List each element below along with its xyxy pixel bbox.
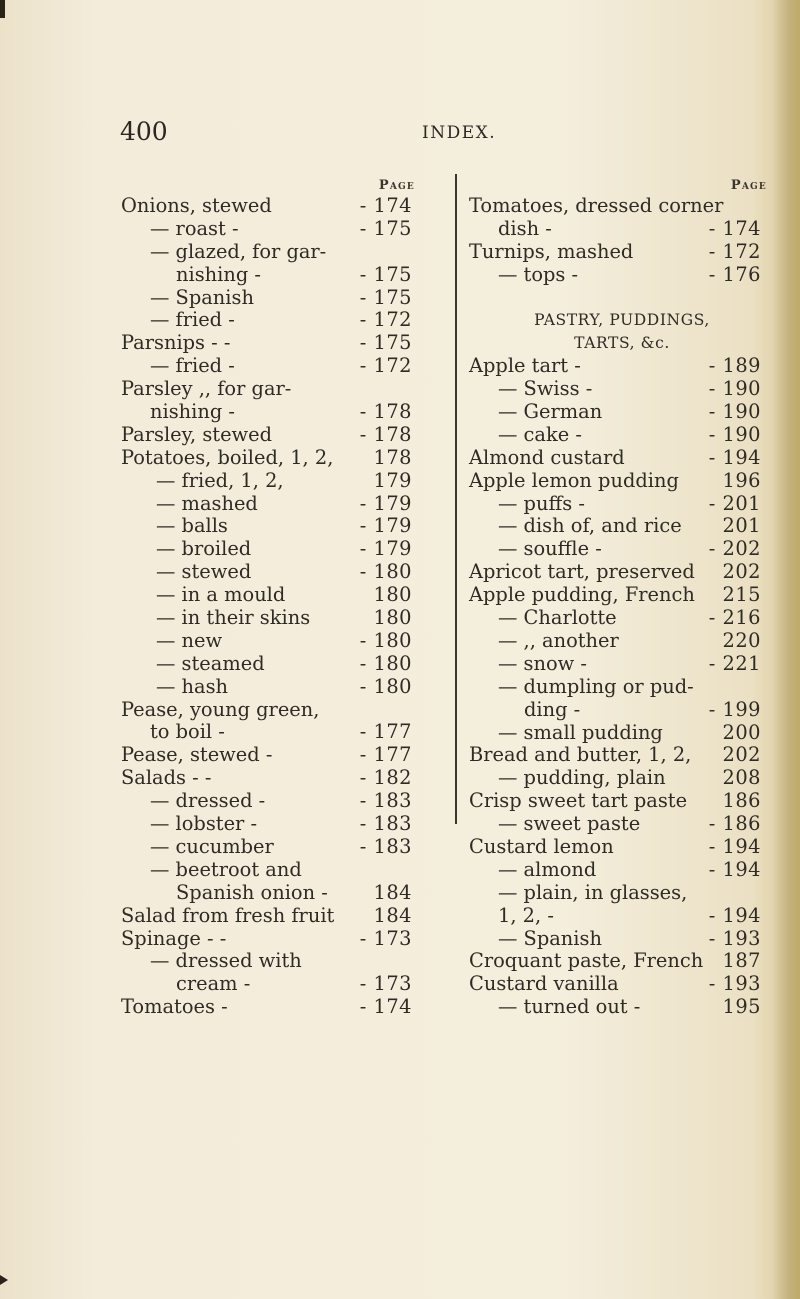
section-heading bbox=[469, 332, 775, 355]
entry-page-number: - 175 bbox=[359, 331, 412, 355]
index-entry bbox=[121, 676, 421, 699]
entry-page-number: - 173 bbox=[359, 926, 412, 950]
entry-text: — Spanish bbox=[498, 926, 602, 950]
entry-page-number: - 174 bbox=[359, 194, 412, 217]
entry-text: — hash bbox=[156, 674, 229, 698]
entry-text: — turned out - bbox=[498, 995, 641, 1019]
entry-page-number: - 186 bbox=[708, 812, 761, 836]
entry-text: — almond bbox=[498, 857, 597, 881]
entry-text: — plain, in glasses, bbox=[498, 880, 688, 904]
entry-page-number: 215 bbox=[722, 583, 761, 607]
index-entry bbox=[121, 561, 421, 584]
entry-page-number: 187 bbox=[722, 949, 761, 973]
entry-page-number: - 194 bbox=[708, 445, 761, 469]
entry-page-number: 184 bbox=[373, 880, 412, 904]
index-entry bbox=[469, 767, 775, 790]
entry-page-number: - 190 bbox=[708, 400, 761, 424]
entry-page-number: - 179 bbox=[359, 537, 412, 561]
index-column-right bbox=[469, 176, 775, 1019]
index-entry bbox=[469, 882, 775, 905]
entry-page-number: - 180 bbox=[359, 560, 412, 584]
entry-page-number: 202 bbox=[722, 743, 761, 767]
index-entry bbox=[469, 905, 775, 928]
entry-text: Tomatoes, dressed corner bbox=[469, 194, 724, 217]
entry-text: Spinage - - bbox=[121, 926, 227, 950]
entry-page-number: - 199 bbox=[708, 697, 761, 721]
entry-page-number: 208 bbox=[722, 766, 761, 790]
page-edge-shadow bbox=[772, 0, 800, 1299]
entry-page-number: - 189 bbox=[708, 354, 761, 378]
entry-page-number: - 179 bbox=[359, 514, 412, 538]
index-entry bbox=[121, 493, 421, 516]
entry-text: — pudding, plain bbox=[498, 766, 666, 790]
entry-text: — balls bbox=[156, 514, 228, 538]
entry-page-number: - 175 bbox=[359, 216, 412, 240]
index-entry bbox=[121, 218, 421, 241]
entry-page-number: 178 bbox=[373, 445, 412, 469]
entry-text: 1, 2, - bbox=[498, 903, 554, 927]
index-entry bbox=[469, 813, 775, 836]
entry-text: Onions, stewed bbox=[121, 194, 272, 217]
index-entry bbox=[121, 447, 421, 470]
entry-page-number: - 174 bbox=[708, 216, 761, 240]
entry-page-number: - 174 bbox=[359, 995, 412, 1019]
index-entry bbox=[121, 653, 421, 676]
index-entry bbox=[469, 744, 775, 767]
entry-page-number: - 182 bbox=[359, 766, 412, 790]
entry-text: — lobster - bbox=[150, 812, 258, 836]
index-entry bbox=[469, 218, 775, 241]
entry-page-number: 180 bbox=[373, 606, 412, 630]
entry-page-number: - 183 bbox=[359, 834, 412, 858]
section-heading-text: PASTRY, PUDDINGS, bbox=[534, 311, 710, 330]
entry-text: — Charlotte bbox=[498, 606, 617, 630]
index-entry bbox=[121, 813, 421, 836]
entry-page-number: 220 bbox=[722, 628, 761, 652]
entry-text: — in their skins bbox=[156, 606, 311, 630]
index-entry bbox=[469, 515, 775, 538]
index-entry bbox=[469, 401, 775, 424]
entry-page-number: - 173 bbox=[359, 972, 412, 996]
entry-page-number: - 190 bbox=[708, 377, 761, 401]
index-entry bbox=[469, 653, 775, 676]
entry-page-number: - 172 bbox=[359, 308, 412, 332]
entry-text: — beetroot and bbox=[150, 857, 302, 881]
entry-text: — snow - bbox=[498, 651, 587, 675]
index-entry bbox=[469, 561, 775, 584]
entry-text: Potatoes, boiled, 1, 2, bbox=[121, 445, 334, 469]
entry-text: Spanish onion - bbox=[176, 880, 328, 904]
entry-text: — dish of, and rice bbox=[498, 514, 682, 538]
index-entry bbox=[469, 630, 775, 653]
page-header bbox=[120, 117, 720, 147]
entry-text: — Spanish bbox=[150, 285, 254, 309]
index-entry bbox=[469, 699, 775, 722]
entry-text: ding - bbox=[524, 697, 581, 721]
index-entry bbox=[121, 767, 421, 790]
entry-text: — Swiss - bbox=[498, 377, 593, 401]
entry-text: — dressed with bbox=[150, 949, 302, 973]
entry-text: — broiled bbox=[156, 537, 252, 561]
index-entry bbox=[121, 836, 421, 859]
entry-page-number: - 221 bbox=[708, 651, 761, 675]
entry-text: Parsley ,, for gar- bbox=[121, 377, 292, 401]
page-column-heading: Page bbox=[730, 178, 767, 193]
entry-text: Custard vanilla bbox=[469, 972, 619, 996]
entry-page-number: - 172 bbox=[359, 354, 412, 378]
entry-text: — ,, another bbox=[498, 628, 619, 652]
index-column-left bbox=[121, 176, 421, 1019]
entry-page-number: - 194 bbox=[708, 857, 761, 881]
entry-text: dish - bbox=[498, 216, 552, 240]
entry-page-number: - 201 bbox=[708, 491, 761, 515]
index-entry bbox=[121, 241, 421, 264]
entry-page-number: - 180 bbox=[359, 674, 412, 698]
index-entry bbox=[469, 424, 775, 447]
index-entry bbox=[121, 721, 421, 744]
index-entry bbox=[469, 973, 775, 996]
index-entry bbox=[469, 584, 775, 607]
entry-page-number: - 175 bbox=[359, 285, 412, 309]
index-entry bbox=[121, 378, 421, 401]
index-entry bbox=[469, 790, 775, 813]
entry-page-number: - 178 bbox=[359, 400, 412, 424]
entry-text: Apple lemon pudding bbox=[469, 468, 679, 492]
entry-text: — dressed - bbox=[150, 789, 266, 813]
index-entry bbox=[121, 195, 421, 218]
entry-text: — cucumber bbox=[150, 834, 274, 858]
index-entry bbox=[121, 401, 421, 424]
corner-mark bbox=[0, 1275, 8, 1285]
entry-text: Pease, young green, bbox=[121, 697, 320, 721]
index-entry bbox=[121, 630, 421, 653]
index-entry bbox=[121, 287, 421, 310]
entry-text: — fried - bbox=[150, 354, 235, 378]
entry-page-number: - 194 bbox=[708, 834, 761, 858]
entry-page-number: 184 bbox=[373, 903, 412, 927]
index-entry bbox=[469, 722, 775, 745]
running-head: INDEX. bbox=[422, 123, 497, 143]
index-entry bbox=[469, 264, 775, 310]
entry-text: Apricot tart, preserved bbox=[469, 560, 695, 584]
entry-page-number: 179 bbox=[373, 468, 412, 492]
entry-text: to boil - bbox=[150, 720, 225, 744]
entry-text: — souffle - bbox=[498, 537, 602, 561]
entry-text: Parsley, stewed bbox=[121, 422, 273, 446]
index-entry bbox=[121, 790, 421, 813]
index-entry bbox=[469, 676, 775, 699]
index-entry bbox=[121, 928, 421, 951]
entry-text: — puffs - bbox=[498, 491, 585, 515]
entry-page-number: - 193 bbox=[708, 926, 761, 950]
entry-page-number: - 176 bbox=[708, 262, 761, 286]
index-entry bbox=[469, 928, 775, 951]
entry-page-number: 180 bbox=[373, 583, 412, 607]
section-heading bbox=[469, 309, 775, 332]
entry-page-number: 201 bbox=[722, 514, 761, 538]
index-entry bbox=[121, 584, 421, 607]
entry-text: Apple pudding, French bbox=[469, 583, 695, 607]
index-entry bbox=[469, 447, 775, 470]
entry-page-number: - 183 bbox=[359, 812, 412, 836]
entry-text: — in a mould bbox=[156, 583, 286, 607]
index-entry bbox=[469, 607, 775, 630]
entry-text: cream - bbox=[176, 972, 251, 996]
entry-text: — roast - bbox=[150, 216, 239, 240]
index-entry bbox=[121, 424, 421, 447]
index-entry bbox=[469, 195, 775, 218]
entry-page-number: - 172 bbox=[708, 239, 761, 263]
entry-text: — new bbox=[156, 628, 223, 652]
entry-page-number: - 202 bbox=[708, 537, 761, 561]
index-entry bbox=[121, 470, 421, 493]
entry-page-number: 186 bbox=[722, 789, 761, 813]
index-entry bbox=[469, 378, 775, 401]
index-entry bbox=[469, 493, 775, 516]
index-entry bbox=[469, 538, 775, 561]
entry-page-number: 196 bbox=[722, 468, 761, 492]
entry-text: — German bbox=[498, 400, 603, 424]
index-entry bbox=[121, 950, 421, 973]
index-entry bbox=[469, 241, 775, 264]
entry-text: — stewed bbox=[156, 560, 252, 584]
index-entry bbox=[121, 973, 421, 996]
entry-text: Parsnips - - bbox=[121, 331, 231, 355]
entry-text: — cake - bbox=[498, 422, 582, 446]
page-column-heading: Page bbox=[378, 178, 415, 193]
entry-page-number: - 190 bbox=[708, 422, 761, 446]
entry-text: Crisp sweet tart paste bbox=[469, 789, 688, 813]
entry-text: Salad from fresh fruit bbox=[121, 903, 335, 927]
index-entry bbox=[121, 699, 421, 722]
index-entry bbox=[121, 355, 421, 378]
index-entry bbox=[469, 836, 775, 859]
index-entry bbox=[469, 859, 775, 882]
entry-text: — dumpling or pud- bbox=[498, 674, 694, 698]
entry-text: Croquant paste, French bbox=[469, 949, 704, 973]
index-entry bbox=[121, 538, 421, 561]
entry-text: — glazed, for gar- bbox=[150, 239, 327, 263]
entry-page-number: - 194 bbox=[708, 903, 761, 927]
entry-text: Pease, stewed - bbox=[121, 743, 273, 767]
entry-text: Apple tart - bbox=[469, 354, 581, 378]
entry-text: — mashed bbox=[156, 491, 258, 515]
index-entry bbox=[121, 996, 421, 1019]
entry-text: Salads - - bbox=[121, 766, 212, 790]
entry-page-number: - 193 bbox=[708, 972, 761, 996]
entry-text: — fried, 1, 2, bbox=[156, 468, 284, 492]
entry-page-number: - 179 bbox=[359, 491, 412, 515]
index-entry bbox=[469, 470, 775, 493]
entry-text: nishing - bbox=[150, 400, 235, 424]
entry-page-number: - 183 bbox=[359, 789, 412, 813]
entry-page-number: - 177 bbox=[359, 720, 412, 744]
entry-text: Turnips, mashed bbox=[469, 239, 634, 263]
column-divider bbox=[455, 174, 457, 824]
index-entry bbox=[469, 996, 775, 1019]
entry-text: — steamed bbox=[156, 651, 265, 675]
page-number: 400 bbox=[120, 117, 168, 146]
entry-page-number: - 178 bbox=[359, 422, 412, 446]
index-entry bbox=[469, 950, 775, 973]
entry-text: Bread and butter, 1, 2, bbox=[469, 743, 692, 767]
entry-page-number: 195 bbox=[722, 995, 761, 1019]
entry-text: Custard lemon bbox=[469, 834, 614, 858]
index-entry bbox=[121, 744, 421, 767]
entry-text: nishing - bbox=[176, 262, 261, 286]
entry-text: Almond custard bbox=[469, 445, 625, 469]
entry-page-number: 202 bbox=[722, 560, 761, 584]
entry-page-number: - 180 bbox=[359, 628, 412, 652]
corner-mark bbox=[0, 0, 5, 18]
index-entry bbox=[121, 264, 421, 287]
entry-text: — small pudding bbox=[498, 720, 663, 744]
index-entry bbox=[121, 332, 421, 355]
entry-page-number: - 177 bbox=[359, 743, 412, 767]
index-entry bbox=[121, 515, 421, 538]
index-entry bbox=[121, 859, 421, 882]
entry-text: — sweet paste bbox=[498, 812, 641, 836]
entry-text: — tops - bbox=[498, 262, 579, 286]
entry-page-number: - 175 bbox=[359, 262, 412, 286]
index-entry bbox=[469, 355, 775, 378]
index-entry bbox=[121, 882, 421, 905]
entry-page-number: - 216 bbox=[708, 606, 761, 630]
section-heading-text: TARTS, &c. bbox=[574, 334, 670, 353]
index-entry bbox=[121, 905, 421, 928]
index-entry bbox=[121, 309, 421, 332]
entry-page-number: - 180 bbox=[359, 651, 412, 675]
entry-page-number: 200 bbox=[722, 720, 761, 744]
entry-text: Tomatoes - bbox=[121, 995, 228, 1019]
entry-text: — fried - bbox=[150, 308, 235, 332]
index-entry bbox=[121, 607, 421, 630]
